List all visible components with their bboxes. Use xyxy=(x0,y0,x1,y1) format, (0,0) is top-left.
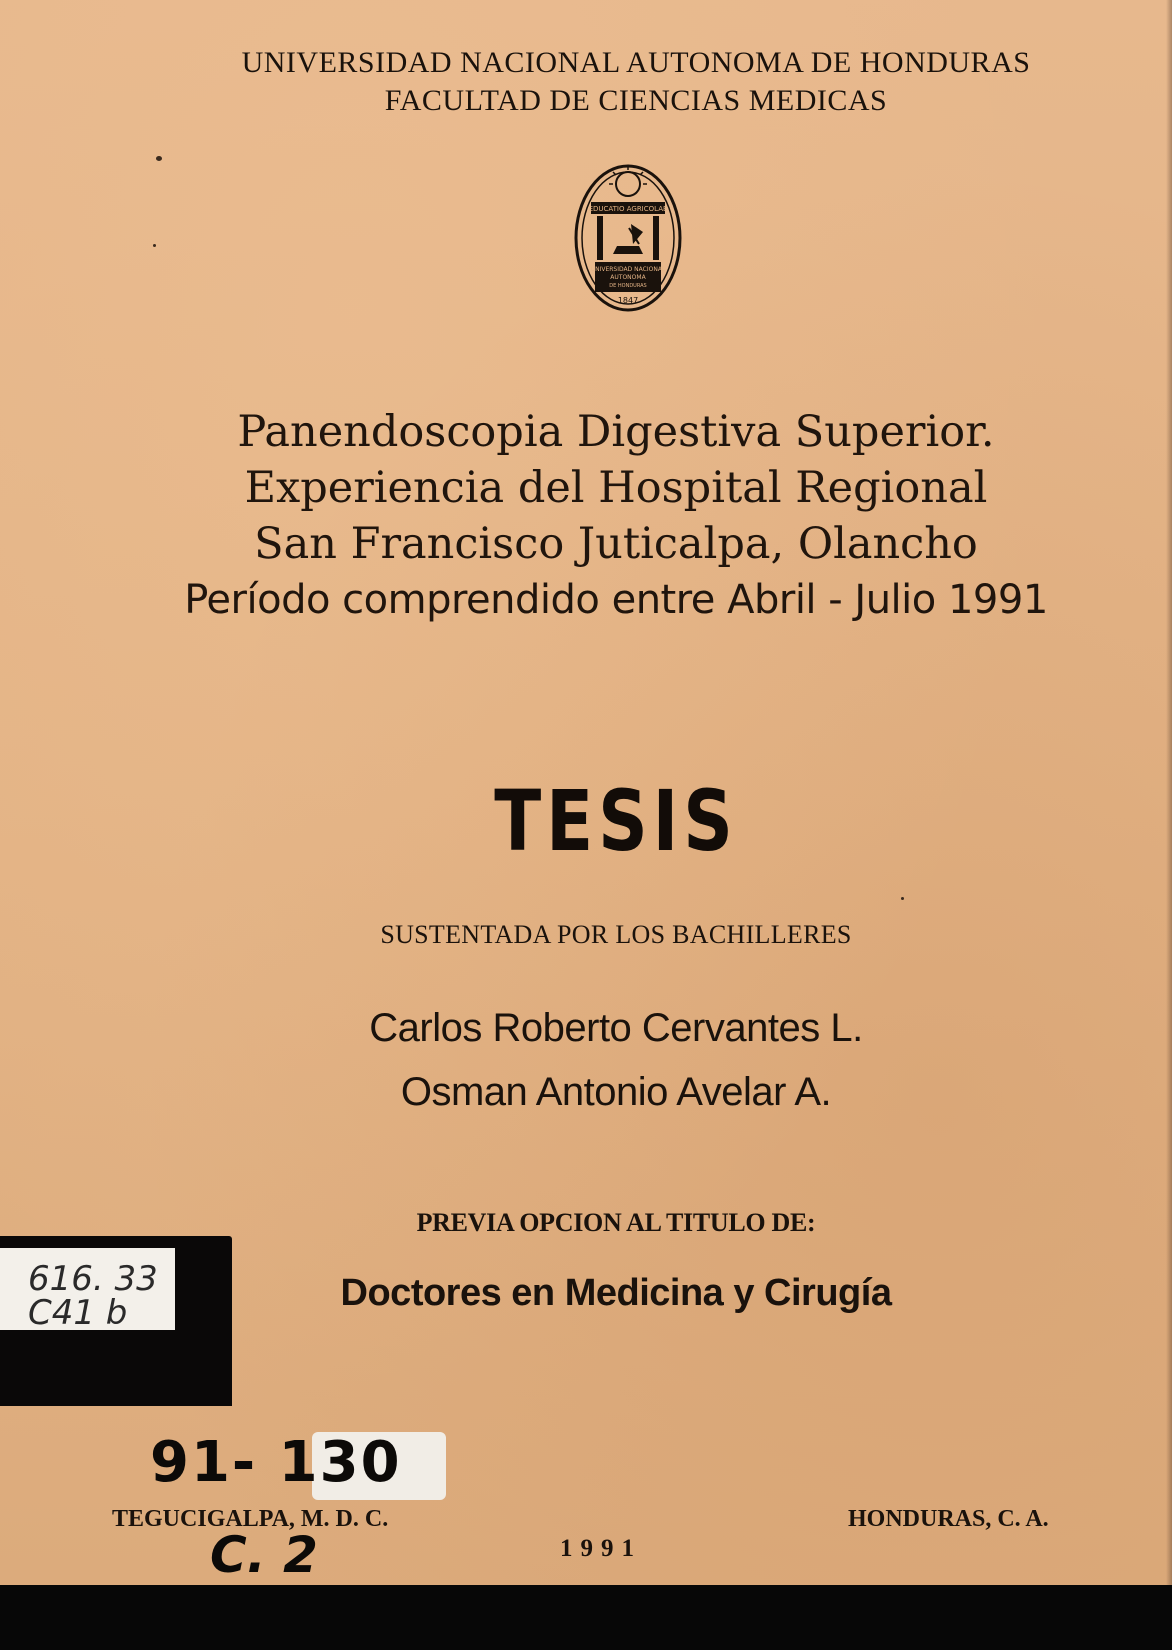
seal-year: 1847 xyxy=(617,296,639,305)
seal-banner-text: EDUCATIO AGRICOLAE xyxy=(588,205,668,213)
title-line-4: Período comprendido entre Abril - Julio 1991 xyxy=(184,577,1048,623)
call-number xyxy=(28,1259,158,1333)
library-label xyxy=(0,1236,232,1406)
footer-year: 1991 xyxy=(560,1535,642,1562)
university-header xyxy=(50,44,1172,120)
faculty-name: FACULTAD DE CIENCIAS MEDICAS xyxy=(384,84,888,117)
seal-inscription-3: DE HONDURAS xyxy=(609,283,647,289)
thesis-title xyxy=(30,404,1172,628)
university-name: UNIVERSIDAD NACIONAL AUTONOMA DE HONDURAS xyxy=(241,46,1031,79)
paper-speck xyxy=(153,244,156,247)
scan-bottom-border xyxy=(0,1585,1172,1650)
sustentada-label: SUSTENTADA POR LOS BACHILLERES xyxy=(380,920,852,949)
accession-number: 91- 130 xyxy=(150,1430,402,1495)
title-line-3: San Francisco Juticalpa, Olancho xyxy=(254,519,978,569)
authors-list xyxy=(30,996,1172,1124)
author-2: Osman Antonio Avelar A. xyxy=(400,1070,832,1114)
title-line-2: Experiencia del Hospital Regional xyxy=(244,463,988,513)
previa-label: PREVIA OPCION AL TITULO DE: xyxy=(416,1208,816,1237)
seal-inscription-2: AUTONOMA xyxy=(610,274,646,281)
call-number-line-2: C41 b xyxy=(28,1293,128,1333)
university-seal-icon xyxy=(573,162,683,314)
tesis-heading: TESIS xyxy=(494,772,738,870)
author-1: Carlos Roberto Cervantes L. xyxy=(369,1006,863,1050)
footer-city: TEGUCIGALPA, M. D. C. xyxy=(112,1506,389,1532)
paper-speck xyxy=(156,156,162,161)
paper-speck xyxy=(901,897,904,900)
footer-country: HONDURAS, C. A. xyxy=(848,1506,1049,1532)
call-number-line-1: 616. 33 xyxy=(28,1259,158,1299)
copy-number: C. 2 xyxy=(210,1526,318,1584)
degree-title: Doctores en Medicina y Cirugía xyxy=(340,1272,892,1314)
seal-inscription-1: UNIVERSIDAD NACIONAL xyxy=(590,266,666,273)
page-edge-shadow xyxy=(1166,0,1172,1585)
title-line-1: Panendoscopia Digestiva Superior. xyxy=(237,407,995,457)
call-number-paper xyxy=(0,1248,175,1333)
